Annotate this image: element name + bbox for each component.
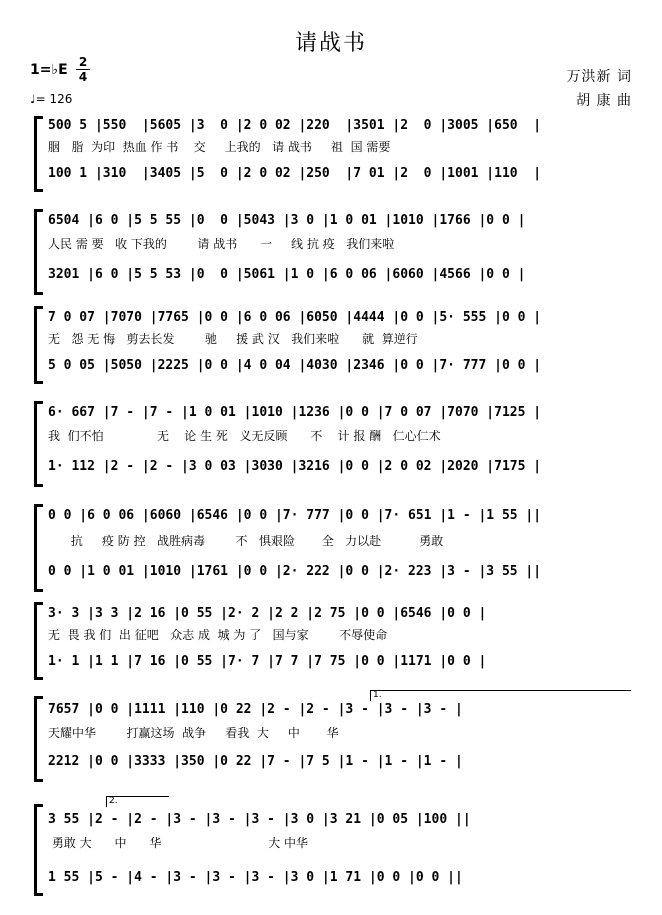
upper-voice: 7 0 07 |7070 |7765 |0 0 |6 0 06 |6050 |4444 |0 0 |5· 555 |0 0 | [48, 310, 542, 325]
upper-voice: 0 0 |6 0 06 |6060 |6546 |0 0 |7· 777 |0 0 |7· 651 |1 - |1 55 || [48, 508, 542, 523]
lyricist-credit: 万洪新 词 [566, 69, 632, 85]
lyrics-line: 无 怨 无 悔 剪去长发 驰 援 武 汉 我们来啦 就 算逆行 [48, 332, 418, 346]
lower-voice: 0 0 |1 0 01 |1010 |1761 |0 0 |2· 222 |0 0 |2· 223 |3 - |3 55 || [48, 564, 542, 579]
upper-voice: 6504 |6 0 |5 5 55 |0 0 |5043 |3 0 |1 0 01 |1010 |1766 |0 0 | [48, 213, 526, 228]
lyrics-line: 抗 疫 防 控 战胜病毒 不 惧艰险 全 力以赴 勇敢 [48, 534, 444, 548]
system-bracket [34, 401, 43, 487]
lyrics-line: 胭 脂 为印 热血 作 书 交 上我的 请 战书 祖 国 需要 [48, 140, 391, 154]
score-system-3 [30, 302, 632, 384]
system-bracket [34, 804, 43, 896]
score-system-8 [30, 796, 632, 896]
upper-voice: 500 5 |550 |5605 |3 0 |2 0 02 |220 |3501 |2 0 |3005 |650 | [48, 118, 542, 133]
score-system-7 [30, 690, 632, 782]
lyrics-line: 勇敢 大 中 华 大 中华 [48, 836, 309, 850]
lower-voice: 1· 112 |2 - |2 - |3 0 03 |3030 |3216 |0 0 |2 0 02 |2020 |7175 | [48, 459, 542, 474]
system-bracket [34, 602, 43, 680]
lower-voice: 3201 |6 0 |5 5 53 |0 0 |5061 |1 0 |6 0 06 |6060 |4566 |0 0 | [48, 267, 526, 282]
meter-top: 2 [78, 55, 88, 69]
lower-voice: 100 1 |310 |3405 |5 0 |2 0 02 |250 |7 01 |2 0 |1001 |110 | [48, 166, 542, 181]
meter-bottom: 4 [78, 70, 88, 84]
score-system-6 [30, 598, 632, 680]
lower-voice: 1 55 |5 - |4 - |3 - |3 - |3 - |3 0 |1 71 |0 0 |0 0 || [48, 870, 463, 885]
lower-voice: 1· 1 |1 1 |7 16 |0 55 |7· 7 |7 7 |7 75 |0 0 |1171 |0 0 | [48, 654, 487, 669]
lyrics-line: 无 畏 我 们 出 征吧 众志 成 城 为 了 国与家 不辱使命 [48, 628, 388, 642]
score-system-5 [30, 500, 632, 592]
system-bracket [34, 306, 43, 384]
upper-voice: 3· 3 |3 3 |2 16 |0 55 |2· 2 |2 2 |2 75 |0 0 |6546 |0 0 | [48, 606, 487, 621]
lower-voice: 5 0 05 |5050 |2225 |0 0 |4 0 04 |4030 |2346 |0 0 |7· 777 |0 0 | [48, 358, 542, 373]
upper-voice: 6· 667 |7 - |7 - |1 0 01 |1010 |1236 |0 0 |7 0 07 |7070 |7125 | [48, 405, 542, 420]
lyrics-line: 我 们不怕 无 论 生 死 义无反顾 不 计 报 酬 仁心仁术 [48, 429, 441, 443]
system-bracket [34, 504, 43, 592]
score-system-1 [30, 110, 632, 192]
score-system-4 [30, 397, 632, 487]
key-signature: 1=♭E [30, 62, 68, 78]
second-ending-bracket: 2. [106, 796, 169, 807]
composer-credit: 胡 康 曲 [576, 93, 632, 109]
system-bracket [34, 116, 43, 192]
lower-voice: 2212 |0 0 |3333 |350 |0 22 |7 - |7 5 |1 - |1 - |1 - | [48, 754, 463, 769]
system-bracket [34, 696, 43, 782]
lyrics-line: 人民 需 要 收 下我的 请 战书 一 线 抗 疫 我们来啦 [48, 237, 395, 251]
time-signature [76, 56, 90, 83]
upper-voice: 3 55 |2 - |2 - |3 - |3 - |3 - |3 0 |3 21 |0 05 |100 || [48, 812, 471, 827]
tempo-marking: ♩= 126 [30, 92, 73, 106]
system-bracket [34, 209, 43, 295]
score-system-2 [30, 205, 632, 297]
upper-voice: 7657 |0 0 |1111 |110 |0 22 |2 - |2 - |3 - |3 - |3 - | [48, 702, 463, 717]
song-title: 请战书 [294, 31, 367, 56]
lyrics-line: 天耀中华 打赢这场 战争 看我 大 中 华 [48, 726, 339, 740]
first-ending-bracket: 1. [370, 690, 631, 701]
